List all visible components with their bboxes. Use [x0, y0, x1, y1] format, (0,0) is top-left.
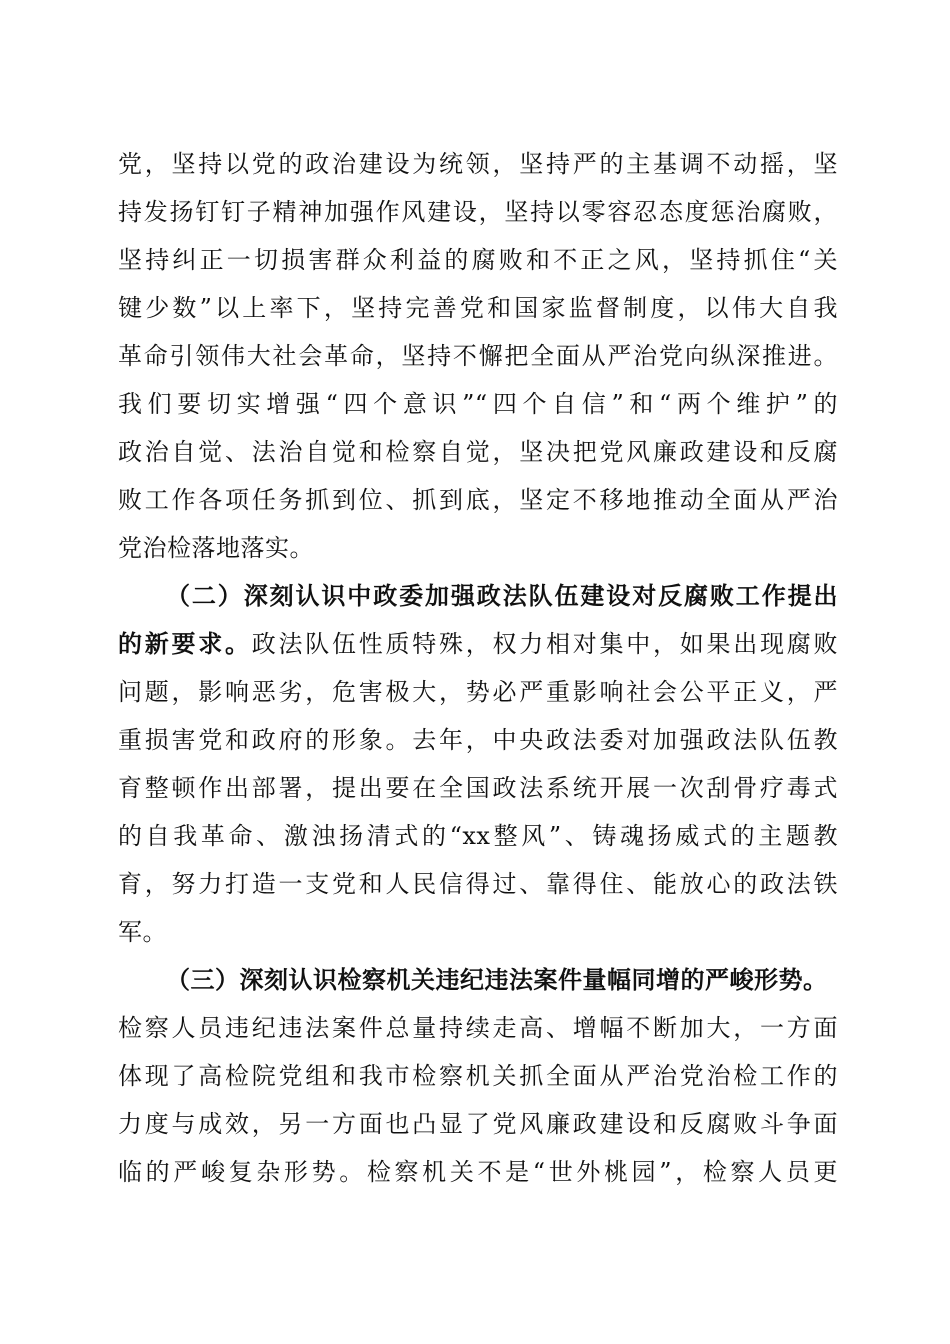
text-line — [118, 620, 838, 668]
text-line: 军。 — [118, 918, 167, 946]
text-line: 的自我革命、激浊扬清式的“xx整风”、铸魂扬威式的主题教 — [118, 822, 838, 850]
text-line: 问题，影响恶劣，危害极大，势必严重影响社会公平正义，严 — [118, 678, 838, 706]
text-line: 体现了高检院党组和我市检察机关抓全面从严治党治检工作的 — [118, 1062, 838, 1090]
text-line: 育整顿作出部署，提出要在全国政法系统开展一次刮骨疗毒式 — [118, 774, 838, 802]
text-line: 力度与成效，另一方面也凸显了党风廉政建设和反腐败斗争面 — [118, 1110, 838, 1138]
section-heading: （二）深刻认识中政委加强政法队伍建设对反腐败工作提出 — [166, 581, 838, 610]
text-line: 党治检落地落实。 — [118, 534, 314, 562]
text-line: 党，坚持以党的政治建设为统领，坚持严的主基调不动摇，坚 — [118, 150, 838, 178]
text-fragment: 政法队伍性质特殊，权力相对集中，如果出现腐败 — [251, 630, 838, 658]
paragraph-1 — [118, 140, 838, 572]
section-heading-continuation: 的新要求。 — [118, 629, 252, 658]
text-line: 育，努力打造一支党和人民信得过、靠得住、能放心的政法铁 — [118, 870, 838, 898]
text-line: 败工作各项任务抓到位、抓到底，坚定不移地推动全面从严治 — [118, 486, 838, 514]
paragraph-2 — [118, 572, 838, 956]
text-line: 革命引领伟大社会革命，坚持不懈把全面从严治党向纵深推进。 — [118, 342, 838, 370]
text-line: 检察人员违纪违法案件总量持续走高、增幅不断加大，一方面 — [118, 1014, 838, 1042]
paragraph-3 — [118, 956, 838, 1196]
text-line: 政治自觉、法治自觉和检察自觉，坚决把党风廉政建设和反腐 — [118, 438, 838, 466]
text-line: 持发扬钉钉子精神加强作风建设，坚持以零容忍态度惩治腐败， — [118, 198, 838, 226]
text-line: 重损害党和政府的形象。去年，中央政法委对加强政法队伍教 — [118, 726, 838, 754]
text-line: 我们要切实增强“四个意识”“四个自信”和“两个维护”的 — [118, 390, 838, 418]
text-line: 键少数”以上率下，坚持完善党和国家监督制度，以伟大自我 — [118, 294, 838, 322]
section-heading: （三）深刻认识检察机关违纪违法案件量幅同增的严峻形势。 — [166, 965, 828, 994]
text-line: 临的严峻复杂形势。检察机关不是“世外桃园”，检察人员更 — [118, 1158, 838, 1186]
document-body — [118, 140, 838, 1196]
text-line: 坚持纠正一切损害群众利益的腐败和不正之风，坚持抓住“关 — [118, 246, 838, 274]
